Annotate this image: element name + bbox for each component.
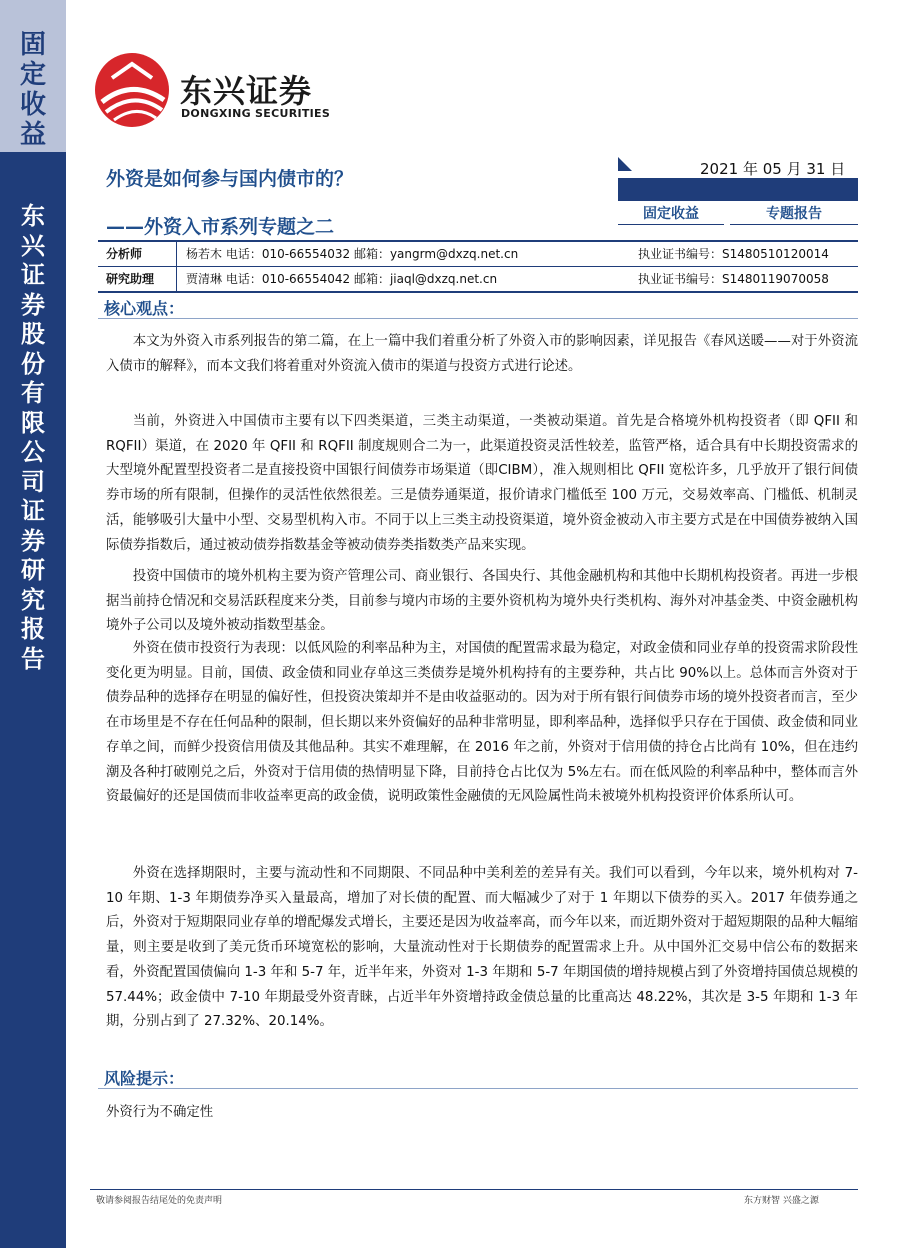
logo-name-en: DONGXING SECURITIES — [181, 107, 331, 120]
footer-disclaimer: 敬请参阅报告结尾处的免责声明 — [96, 1196, 223, 1206]
risk-section-heading: 风险提示： — [104, 1069, 185, 1088]
report-category-tag: 固定收益 — [618, 203, 724, 225]
core-section-heading: 核心观点： — [104, 299, 185, 318]
sidebar-category-char: 固 — [19, 30, 46, 60]
sidebar-company-char: 券 — [21, 290, 45, 319]
sidebar-company-char: 限 — [21, 408, 45, 437]
sidebar-category-char: 定 — [19, 60, 46, 90]
analyst-row — [98, 242, 858, 266]
risk-section-rule — [98, 1088, 858, 1089]
sidebar-category-char: 收 — [19, 90, 46, 120]
sidebar-company-char: 报 — [21, 615, 45, 643]
body-paragraph: 外资在债市投资行为表现：以低风险的利率品种为主，对国债的配置需求最为稳定，对政金债和同业存单的投资需求阶段性变化更为明显。目前，国债、政金债和同业存单这三类债券是境外机构持有的主要券种，共占比 90%以上。总体而言外资对于债券品种的选择存在明显的偏好性，但投资决策却并不是由收益驱动的。因为对于所有银行间债券市场的境外投资者而言，至少在市场里是不存在任何品种的限制，但长期以来外资偏好的品种非常明显，即利率品种，选择似乎只存在于国债、政金债和同业存单之间，而鲜少投资信用债及其他品种。其实不难理解，在 2016 年之前，外资对于信用债的持仓占比尚有 10%，但在违约潮及各种打破刚兑之后，外资对于信用债的热情明显下降，目前持仓占比仅为 5%左右。而在低风险的利率品种中，整体而言外资最偏好的还是国债而非收益率更高的政金债，说明政策性金融债的无风险属性尚未被境外机构投资评价体系所认可。 — [106, 641, 858, 805]
footer-rule — [90, 1189, 858, 1190]
analyst-role: 研究助理 — [106, 272, 155, 286]
analyst-cert: 执业证书编号：S1480510120014 — [638, 247, 829, 261]
sidebar-company-char: 券 — [21, 526, 45, 555]
analyst-role: 分析师 — [106, 247, 143, 261]
analyst-contact: 杨若木 电话：010-66554032 邮箱：yangrm@dxzq.net.cn — [186, 247, 519, 261]
core-section-rule — [98, 318, 858, 319]
header-corner-mark — [618, 157, 632, 171]
body-paragraph: 当前，外资进入中国债市主要有以下四类渠道，三类主动渠道，一类被动渠道。首先是合格境外机构投资者（即 QFII 和 RQFII）渠道，在 2020 年 QFII 和 RQFII 制度规则合二为一，此渠道投资灵活性较差，监管严格，适合具有中长期投资需求的大型境外配置型投资者二是直接投资中国银行间债券市场渠道（即CIBM），准入规则相比 QFII 宽松许多，几乎放开了银行间债券市场的所有限制，但操作的灵活性依然很差。三是债券通渠道，报价请求门槛低至 100 万元，交易效率高、门槛低、机制灵活，能够吸引大量中小型、交易型机构入市。不同于以上三类主动投资渠道，境外资金被动入市主要方式是在中国债券被纳入国际债券指数后，通过被动债券指数基金等被动债券类指数类产品来实现。 — [106, 414, 858, 553]
report-subtitle: ——外资入市系列专题之二 — [106, 216, 335, 238]
sidebar-company-char: 证 — [21, 261, 45, 289]
analyst-table-bottom-rule — [98, 291, 858, 293]
report-date: 2021 年 05 月 31 日 — [700, 160, 846, 178]
sidebar-company-char: 股 — [21, 320, 45, 348]
sidebar-company-char: 告 — [21, 644, 45, 673]
footer-slogan: 东方财智 兴盛之源 — [744, 1196, 819, 1206]
report-title: 外资是如何参与国内债市的？ — [106, 168, 354, 190]
sidebar-category-label — [0, 30, 66, 150]
analyst-cert: 执业证书编号：S1480119070058 — [638, 272, 829, 286]
sidebar-category-char: 益 — [19, 120, 46, 150]
analyst-divider — [176, 267, 177, 291]
sidebar-company-char: 司 — [21, 467, 45, 496]
body-paragraph: 外资在选择期限时，主要与流动性和不同期限、不同品种中美利差的差异有关。我们可以看到，今年以来，境外机构对 7-10 年期、1-3 年期债券净买入量最高，增加了对长债的配置、而大幅减少了对于 1 年期以下债券的买入。2017 年债券通之后，外资对于短期限同业存单的增配爆发式增长，主要还是因为收益率高，而今年以来，而近期外资对于超短期限的品种大幅缩量，则主要是收到了美元货币环境宽松的影响，大量流动性对于长期债券的配置需求上升。从中国外汇交易中信公布的数据来看，外资配置国债偏向 1-3 年和 5-7 年，近半年来，外资对 1-3 年期和 5-7 年期国债的增持规模占到了外资增持国债总规模的 57.44%；政金债中 7-10 年期最受外资青睐，占近半年外资增持政金债总量的比重高达 48.22%，其次是 3-5 年期和 1-3 年期，分别占到了 27.32%、20.14%。 — [106, 866, 858, 1030]
header-bar — [618, 180, 858, 201]
sidebar-company-char: 证 — [21, 497, 45, 525]
analyst-contact: 贾清琳 电话：010-66554042 邮箱：jiaql@dxzq.net.cn — [186, 272, 498, 286]
sidebar-company-char: 究 — [21, 585, 45, 614]
sidebar-company-char: 份 — [21, 349, 45, 378]
analyst-row — [98, 267, 858, 291]
risk-text: 外资行为不确定性 — [106, 1105, 214, 1120]
body-paragraph: 投资中国债市的境外机构主要为资产管理公司、商业银行、各国央行、其他金融机构和其他中长期机构投资者。再进一步根据当前持仓情况和交易活跃程度来分类，目前参与境内市场的主要外资机构为境外央行类机构、海外对冲基金类、中资金融机构境外子公司以及境外被动指数型基金。 — [106, 569, 858, 634]
sidebar-company-char: 有 — [21, 379, 45, 407]
body-paragraph: 本文为外资入市系列报告的第二篇，在上一篇中我们着重分析了外资入市的影响因素，详见报告《春风送暖——对于外资流入债市的解释》，而本文我们将着重对外资流入债市的渠道与投资方式进行论述。 — [106, 334, 858, 374]
sidebar-company-char: 东 — [21, 202, 45, 230]
analyst-divider — [176, 242, 177, 266]
sidebar-company-char: 研 — [21, 556, 45, 584]
logo-name-cn: 东兴证券 — [180, 72, 313, 110]
sidebar-company-char: 公 — [21, 438, 45, 466]
sidebar-company-char: 兴 — [21, 231, 45, 260]
report-type-tag: 专题报告 — [730, 203, 858, 225]
sidebar-company-label — [0, 202, 66, 674]
